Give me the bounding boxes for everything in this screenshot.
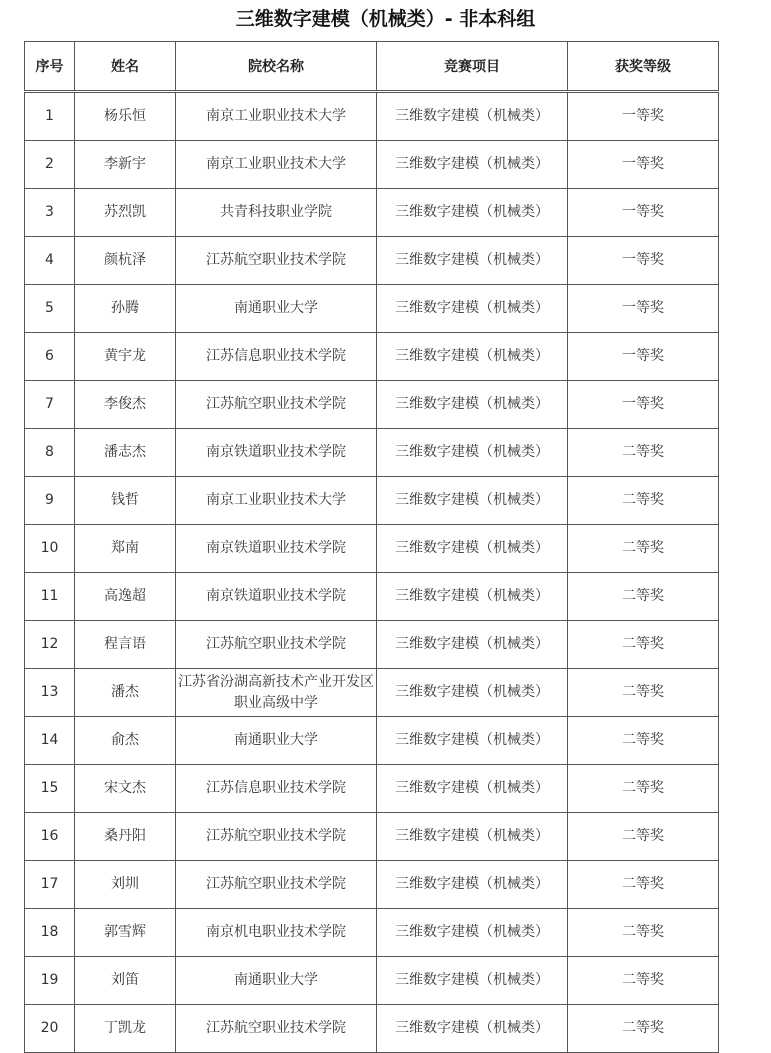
cell-event: 三维数字建模（机械类） bbox=[377, 717, 568, 765]
cell-award: 一等奖 bbox=[568, 93, 719, 141]
table-header bbox=[25, 42, 719, 91]
cell-name: 李新宇 bbox=[75, 141, 176, 189]
cell-no: 15 bbox=[25, 765, 75, 813]
column-header-school: 院校名称 bbox=[176, 42, 377, 91]
cell-school: 江苏航空职业技术学院 bbox=[176, 381, 377, 429]
table-row bbox=[25, 285, 719, 333]
cell-school: 江苏航空职业技术学院 bbox=[176, 861, 377, 909]
table-row bbox=[25, 525, 719, 573]
column-header-event: 竞赛项目 bbox=[377, 42, 568, 91]
cell-no: 9 bbox=[25, 477, 75, 525]
cell-event: 三维数字建模（机械类） bbox=[377, 813, 568, 861]
cell-no: 1 bbox=[25, 93, 75, 141]
cell-no: 6 bbox=[25, 333, 75, 381]
cell-event: 三维数字建模（机械类） bbox=[377, 525, 568, 573]
cell-name: 程言语 bbox=[75, 621, 176, 669]
cell-school: 江苏航空职业技术学院 bbox=[176, 813, 377, 861]
cell-award: 二等奖 bbox=[568, 573, 719, 621]
cell-award: 二等奖 bbox=[568, 669, 719, 717]
cell-name: 潘杰 bbox=[75, 669, 176, 717]
cell-award: 一等奖 bbox=[568, 189, 719, 237]
cell-name: 杨乐恒 bbox=[75, 93, 176, 141]
table-row bbox=[25, 93, 719, 141]
cell-event: 三维数字建模（机械类） bbox=[377, 189, 568, 237]
cell-name: 刘笛 bbox=[75, 957, 176, 1005]
cell-no: 16 bbox=[25, 813, 75, 861]
column-header-name: 姓名 bbox=[75, 42, 176, 91]
cell-award: 二等奖 bbox=[568, 525, 719, 573]
cell-school: 共青科技职业学院 bbox=[176, 189, 377, 237]
cell-award: 二等奖 bbox=[568, 957, 719, 1005]
cell-school: 南通职业大学 bbox=[176, 285, 377, 333]
cell-school: 南京机电职业技术学院 bbox=[176, 909, 377, 957]
cell-award: 二等奖 bbox=[568, 861, 719, 909]
cell-name: 李俊杰 bbox=[75, 381, 176, 429]
table-row bbox=[25, 141, 719, 189]
table-row bbox=[25, 861, 719, 909]
cell-no: 8 bbox=[25, 429, 75, 477]
cell-no: 14 bbox=[25, 717, 75, 765]
cell-event: 三维数字建模（机械类） bbox=[377, 477, 568, 525]
cell-name: 颜杭泽 bbox=[75, 237, 176, 285]
header-row bbox=[25, 42, 719, 91]
cell-no: 10 bbox=[25, 525, 75, 573]
table-row bbox=[25, 1005, 719, 1053]
table-row bbox=[25, 621, 719, 669]
column-header-award: 获奖等级 bbox=[568, 42, 719, 91]
cell-no: 5 bbox=[25, 285, 75, 333]
cell-name: 桑丹阳 bbox=[75, 813, 176, 861]
cell-award: 二等奖 bbox=[568, 717, 719, 765]
table-body bbox=[25, 91, 719, 1053]
cell-school: 江苏信息职业技术学院 bbox=[176, 765, 377, 813]
cell-name: 孙腾 bbox=[75, 285, 176, 333]
table-row bbox=[25, 429, 719, 477]
cell-no: 2 bbox=[25, 141, 75, 189]
cell-school: 南京铁道职业技术学院 bbox=[176, 429, 377, 477]
cell-no: 17 bbox=[25, 861, 75, 909]
table-row bbox=[25, 333, 719, 381]
cell-no: 12 bbox=[25, 621, 75, 669]
table-row bbox=[25, 765, 719, 813]
cell-award: 一等奖 bbox=[568, 141, 719, 189]
cell-no: 4 bbox=[25, 237, 75, 285]
table-row bbox=[25, 189, 719, 237]
cell-event: 三维数字建模（机械类） bbox=[377, 669, 568, 717]
cell-no: 19 bbox=[25, 957, 75, 1005]
cell-name: 丁凯龙 bbox=[75, 1005, 176, 1053]
cell-event: 三维数字建模（机械类） bbox=[377, 621, 568, 669]
cell-name: 郭雪辉 bbox=[75, 909, 176, 957]
table-row bbox=[25, 669, 719, 717]
cell-name: 刘圳 bbox=[75, 861, 176, 909]
table-row bbox=[25, 717, 719, 765]
table-row bbox=[25, 573, 719, 621]
cell-award: 二等奖 bbox=[568, 429, 719, 477]
page-title: 三维数字建模（机械类）- 非本科组 bbox=[235, 8, 536, 30]
table-row bbox=[25, 813, 719, 861]
cell-name: 潘志杰 bbox=[75, 429, 176, 477]
cell-award: 一等奖 bbox=[568, 237, 719, 285]
cell-school: 南通职业大学 bbox=[176, 717, 377, 765]
cell-event: 三维数字建模（机械类） bbox=[377, 573, 568, 621]
cell-school: 南京工业职业技术大学 bbox=[176, 477, 377, 525]
cell-event: 三维数字建模（机械类） bbox=[377, 381, 568, 429]
table-row bbox=[25, 477, 719, 525]
cell-school: 江苏航空职业技术学院 bbox=[176, 621, 377, 669]
column-header-no: 序号 bbox=[25, 42, 75, 91]
cell-name: 郑南 bbox=[75, 525, 176, 573]
cell-award: 二等奖 bbox=[568, 1005, 719, 1053]
table-row bbox=[25, 957, 719, 1005]
cell-award: 一等奖 bbox=[568, 333, 719, 381]
cell-school: 南京铁道职业技术学院 bbox=[176, 573, 377, 621]
cell-name: 高逸超 bbox=[75, 573, 176, 621]
cell-event: 三维数字建模（机械类） bbox=[377, 861, 568, 909]
awards-table bbox=[24, 41, 719, 1053]
cell-name: 俞杰 bbox=[75, 717, 176, 765]
cell-event: 三维数字建模（机械类） bbox=[377, 957, 568, 1005]
cell-school: 江苏省汾湖高新技术产业开发区职业高级中学 bbox=[176, 669, 377, 717]
cell-award: 二等奖 bbox=[568, 909, 719, 957]
cell-no: 18 bbox=[25, 909, 75, 957]
cell-event: 三维数字建模（机械类） bbox=[377, 1005, 568, 1053]
cell-name: 黄宇龙 bbox=[75, 333, 176, 381]
table-row bbox=[25, 381, 719, 429]
cell-event: 三维数字建模（机械类） bbox=[377, 141, 568, 189]
cell-event: 三维数字建模（机械类） bbox=[377, 909, 568, 957]
cell-award: 二等奖 bbox=[568, 621, 719, 669]
cell-no: 3 bbox=[25, 189, 75, 237]
cell-school: 南京铁道职业技术学院 bbox=[176, 525, 377, 573]
cell-event: 三维数字建模（机械类） bbox=[377, 93, 568, 141]
cell-event: 三维数字建模（机械类） bbox=[377, 333, 568, 381]
cell-no: 7 bbox=[25, 381, 75, 429]
cell-award: 二等奖 bbox=[568, 477, 719, 525]
cell-school: 南通职业大学 bbox=[176, 957, 377, 1005]
cell-school: 江苏信息职业技术学院 bbox=[176, 333, 377, 381]
table-row bbox=[25, 909, 719, 957]
cell-school: 南京工业职业技术大学 bbox=[176, 93, 377, 141]
cell-school: 江苏航空职业技术学院 bbox=[176, 237, 377, 285]
table-row bbox=[25, 237, 719, 285]
cell-award: 一等奖 bbox=[568, 285, 719, 333]
cell-name: 宋文杰 bbox=[75, 765, 176, 813]
cell-event: 三维数字建模（机械类） bbox=[377, 765, 568, 813]
cell-event: 三维数字建模（机械类） bbox=[377, 285, 568, 333]
cell-award: 二等奖 bbox=[568, 813, 719, 861]
cell-school: 南京工业职业技术大学 bbox=[176, 141, 377, 189]
cell-no: 11 bbox=[25, 573, 75, 621]
cell-award: 一等奖 bbox=[568, 381, 719, 429]
cell-award: 二等奖 bbox=[568, 765, 719, 813]
cell-school: 江苏航空职业技术学院 bbox=[176, 1005, 377, 1053]
cell-no: 20 bbox=[25, 1005, 75, 1053]
cell-event: 三维数字建模（机械类） bbox=[377, 429, 568, 477]
cell-name: 钱哲 bbox=[75, 477, 176, 525]
cell-no: 13 bbox=[25, 669, 75, 717]
cell-name: 苏烈凯 bbox=[75, 189, 176, 237]
cell-event: 三维数字建模（机械类） bbox=[377, 237, 568, 285]
